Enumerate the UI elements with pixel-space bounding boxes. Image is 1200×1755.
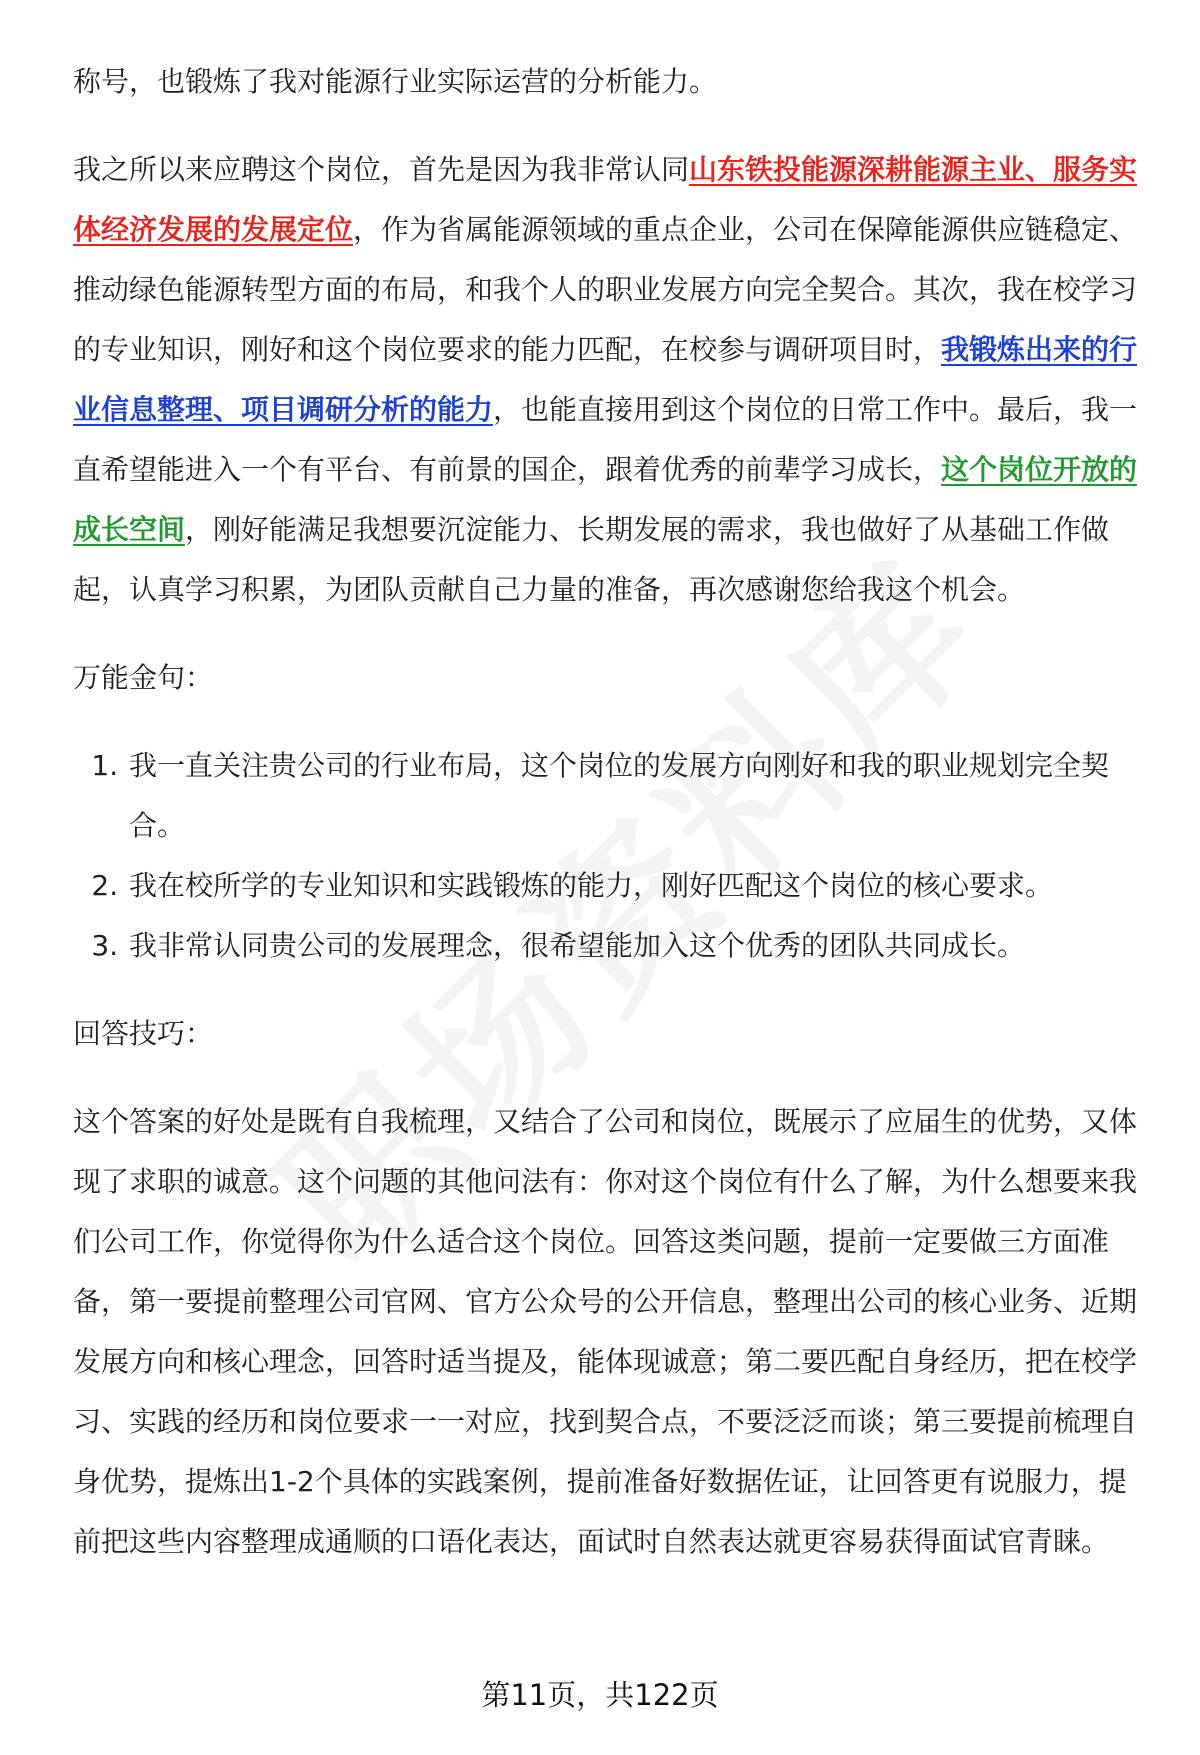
list-item: 2. 我在校所学的专业知识和实践锻炼的能力，刚好匹配这个岗位的核心要求。 [127,856,1148,916]
highlight-green-growth-space: 这个岗位开放的成长空间 [73,453,1138,546]
golden-sentence-list [73,736,1148,976]
list-item: 1. 我一直关注贵公司的行业布局，这个岗位的发展方向刚好和我的职业规划完全契合。 [127,736,1148,856]
section-title-golden-sentences: 万能金句： [73,661,214,694]
document-body [73,52,1148,1600]
paragraph-2-text-3: ，也能直接用到这个岗位的日常工作中。最后，我一直希望能进入一个有平台、有前景的国企，跟着优秀的前辈学习成长， [73,393,1138,486]
page-number-footer: 第11页，共122页 [481,1678,719,1712]
paragraph-2 [73,140,1148,620]
list-item: 3. 我非常认同贵公司的发展理念，很希望能加入这个优秀的团队共同成长。 [127,916,1148,976]
paragraph-2-text-2: ，作为省属能源领域的重点企业，公司在保障能源供应链稳定、推动绿色能源转型方面的布局，和我个人的职业发展方向完全契合。其次，我在校学习的专业知识，刚好和这个岗位要求的能力匹配，在校参与调研项目时， [73,213,1138,366]
paragraph-3: 这个答案的好处是既有自我梳理，又结合了公司和岗位，既展示了应届生的优势，又体现了求职的诚意。这个问题的其他问法有：你对这个岗位有什么了解，为什么想要来我们公司工作，你觉得你为什么适合这个岗位。回答这类问题，提前一定要做三方面准备，第一要提前整理公司官网、官方公众号的公开信息，整理出公司的核心业务、近期发展方向和核心理念，回答时适当提及，能体现诚意；第二要匹配自身经历，把在校学习、实践的经历和岗位要求一一对应，找到契合点，不要泛泛而谈；第三要提前梳理自身优势，提炼出1-2个具体的实践案例，提前准备好数据佐证，让回答更有说服力，提前把这些内容整理成通顺的口语化表达，面试时自然表达就更容易获得面试官青睐。 [73,1105,1138,1558]
section-title-answer-tips: 回答技巧： [73,1017,214,1050]
highlight-red-company-positioning: 山东铁投能源深耕能源主业、服务实体经济发展的发展定位 [73,153,1138,246]
paragraph-1: 称号，也锻炼了我对能源行业实际运营的分析能力。 [73,65,718,98]
paragraph-2-text-1: 我之所以来应聘这个岗位，首先是因为我非常认同 [73,153,690,186]
highlight-blue-abilities: 我锻炼出来的行业信息整理、项目调研分析的能力 [73,333,1138,426]
paragraph-2-text-4: ，刚好能满足我想要沉淀能力、长期发展的需求，我也做好了从基础工作做起，认真学习积累，为团队贡献自己力量的准备，再次感谢您给我这个机会。 [73,513,1110,606]
